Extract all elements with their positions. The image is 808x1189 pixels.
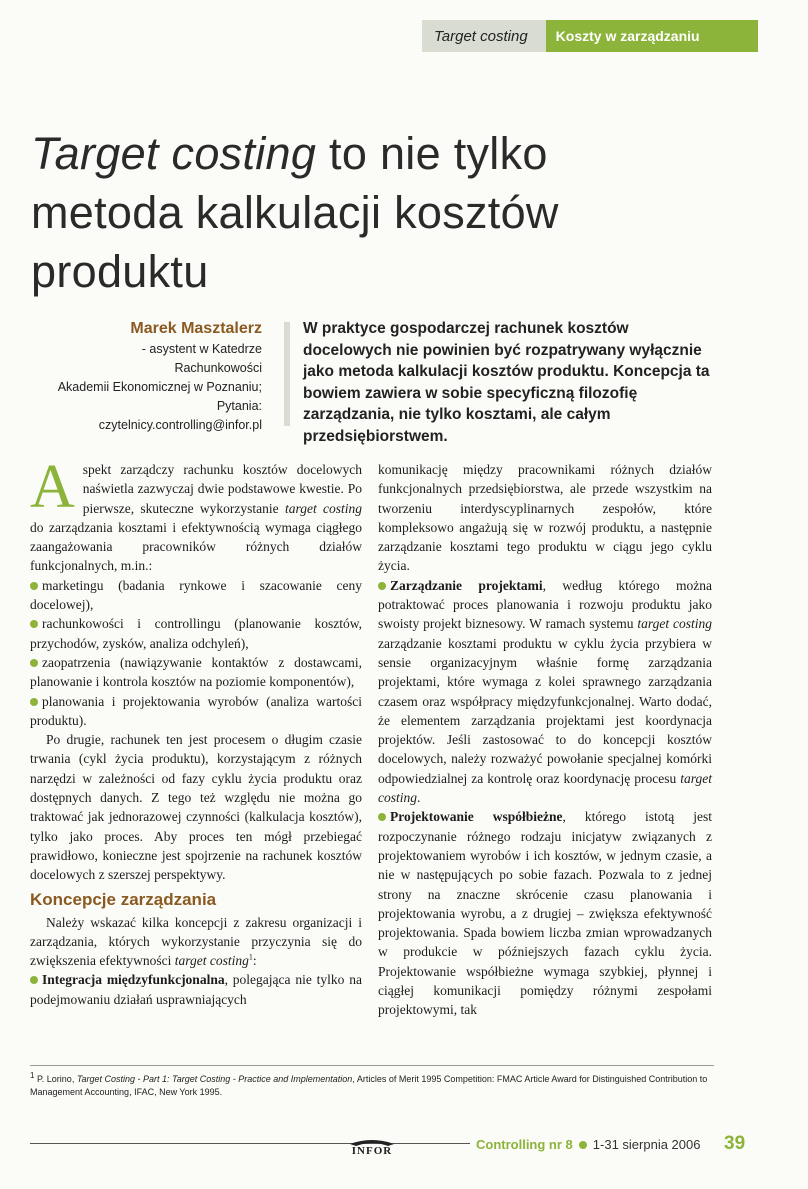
list-item-text: planowania i projektowania wyrobów (analiza wartości produktu). [30, 693, 362, 728]
bullet-icon [30, 620, 38, 628]
list-item [378, 807, 712, 1019]
list-item-text: . [417, 790, 421, 806]
issue-date: 1-31 sierpnia 2006 [592, 1137, 701, 1152]
section-tab: Target costing [422, 20, 546, 52]
author-email[interactable]: czytelnicy.controlling@infor.pl [98, 418, 262, 432]
body-text: : [252, 953, 257, 969]
drop-cap: A [30, 453, 75, 521]
list-item-text: , według którego można potraktować proces planowania i rozwoju produktu jako swoisty projekt biznesowy. W ramach systemu [378, 577, 712, 632]
lead-bar [284, 322, 290, 426]
bullet-icon [30, 698, 38, 706]
list-item [30, 653, 362, 692]
list-item [30, 692, 362, 731]
body-paragraph: Po drugie, rachunek ten jest procesem o długim czasie trwania (cykl życia produktu), korzystającym z różnych narzędzi w zależności od fazy cyklu życia produktu oraz dostępnych danych. Z tego też względu nie można go traktować jak jednorazowej czynności (kalkulacja kosztów), tylko jako proces. Aby proces ten mógł przebiegać prawidłowo, konieczne jest spojrzenie na rachunek kosztów docelowych z szerszej perspektywy. [30, 732, 362, 883]
author-line-3: Akademii Ekonomicznej w Poznaniu; [57, 380, 262, 394]
author-block [30, 318, 262, 435]
list-item [30, 576, 362, 615]
intro-paragraph [30, 453, 362, 576]
list-item [30, 970, 362, 1009]
magazine-name: Controlling nr 8 [476, 1137, 573, 1152]
title-italic: Target costing [31, 128, 317, 179]
footnote-ref: 1 [248, 952, 253, 962]
bullet-icon [30, 976, 38, 984]
bullet-icon [378, 582, 386, 590]
header-bar [422, 20, 758, 52]
intro-text-b: do zarządzania kosztami i efektywnością wymaga ciągłego zaangażowania pracowników różnych działów funkcjonalnych, m.in.: [30, 519, 362, 574]
footnote [30, 1073, 714, 1099]
footnote-divider [30, 1065, 714, 1066]
bullet-icon [30, 659, 38, 667]
body-paragraph [30, 913, 362, 971]
body-term: target costing [174, 953, 249, 969]
list-item-text: , polegająca nie tylko na podejmowaniu działań usprawniających [30, 972, 362, 1007]
left-column [30, 453, 362, 1009]
list-term-italic: target costing [378, 770, 712, 806]
body-paragraph: komunikację między pracownikami różnych działów funkcjonalnych przedsiębiorstwa, ale przede wszystkim na tworzeniu interdyscyplinarnych zespołów, które kompleksowo angażują się w rozwój produktu, a następnie zarządzanie kosztami tego produktu w ciągu jego cyklu życia. [378, 462, 712, 574]
footnote-title: Target Costing - Part 1: Target Costing - Practice and Implementation [76, 1074, 353, 1084]
right-column [378, 460, 712, 1020]
intro-text-a: spekt zarządczy rachunku kosztów docelowych naświetla zazwyczaj dwie podstawowe kwestie. Po pierwsze, skuteczne wykorzystanie [82, 462, 362, 516]
intro-term: target costing [284, 500, 362, 516]
author-line-1: - asystent w Katedrze [141, 342, 262, 356]
list-term-italic: target costing [637, 616, 712, 632]
list-item-text: zaopatrzenia (nawiązywanie kontaktów z dostawcami, planowanie i kontrola kosztów na poziomie komponentów), [30, 654, 362, 690]
list-item-text: zarządzanie kosztami produktu w cyklu życia przybiera w sensie organizacyjnym właśnie formę zarządzania projektami, które wymaga z kolei sprawnego zarządzania czasem oraz współpracy międzyfunkcjonalnej. Warto dodać, że elementem zarządzania projektami jest koordynacja projektów. Jeśli zastosować to do koncepcji kosztów docelowych, należy rozważyć powołanie specjalnej komórki odpowiedzialnej za kontrolę oraz koordynację procesu [378, 635, 712, 786]
article-title [31, 124, 671, 301]
category-tab: Koszty w zarządzaniu [546, 20, 758, 52]
list-term: Projektowanie współbieżne [390, 809, 563, 825]
lead-paragraph: W praktyce gospodarczej rachunek kosztów docelowych nie powinien być rozpatrywany wyłącznie jako metoda kalkulacji kosztów produktu. Koncepcja ta bowiem zawiera w sobie specyficzną filozofię zarządzania, nie tylko kosztami, ale całym przedsiębiorstwem. [303, 320, 710, 445]
list-term: Integracja międzyfunkcjonalna [42, 972, 225, 988]
bullet-icon [579, 1141, 587, 1149]
author-line-4: Pytania: [216, 399, 262, 413]
list-item [378, 576, 712, 808]
list-item [30, 614, 362, 653]
list-item-text: , którego istotą jest rozpoczynanie różnego rodzaju inicjatyw związanych z projektowaniem wyrobów i ich kosztów, w jednym czasie, a nie w następujących po sobie fazach. Pozwala to z jednej strony na znaczne skrócenie czasu planowania i projektowania wyrobu, a z drugiej – zwiększa efektywność projektowania. Spada bowiem liczba zmian wprowadzanych w produkcie w późniejszych fazach cyklu życia. Projektowanie współbieżne wymaga szybkiej, płynnej i ciągłej komunikacji pomiędzy różnymi zespołami projektowymi, tak [378, 809, 712, 1018]
list-item-text: rachunkowości i controllingu (planowanie kosztów, przychodów, zysków, analiza odchyleń), [30, 616, 362, 651]
bullet-icon [378, 813, 386, 821]
footer-info [476, 1137, 700, 1152]
footer-divider [30, 1143, 470, 1144]
author-name: Marek Masztalerz [130, 320, 262, 337]
body-text: Należy wskazać kilka koncepcji z zakresu organizacji i zarządzania, których wykorzystanie przyczynia się do zwiększenia efektywności [30, 914, 362, 969]
list-item-text: marketingu (badania rynkowe i szacowanie ceny docelowej), [30, 577, 362, 613]
section-heading: Koncepcje zarządzania [30, 889, 217, 909]
list-term: Zarządzanie projektami [390, 577, 543, 593]
bullet-icon [30, 582, 38, 590]
footnote-number: 1 [30, 1071, 35, 1080]
author-line-2: Rachunkowości [174, 361, 262, 375]
page-number: 39 [724, 1133, 746, 1154]
publisher-name: INFOR [351, 1145, 393, 1157]
footnote-text: , Articles of Merit 1995 Competition: FMAC Article Award for Distinguished Contribution to Management Accounting, IFAC, New York 1995. [30, 1074, 708, 1097]
footnote-text: P. Lorino, [34, 1074, 77, 1084]
title-rest: to nie tylko metoda kalkulacji kosztów produktu [31, 128, 559, 297]
